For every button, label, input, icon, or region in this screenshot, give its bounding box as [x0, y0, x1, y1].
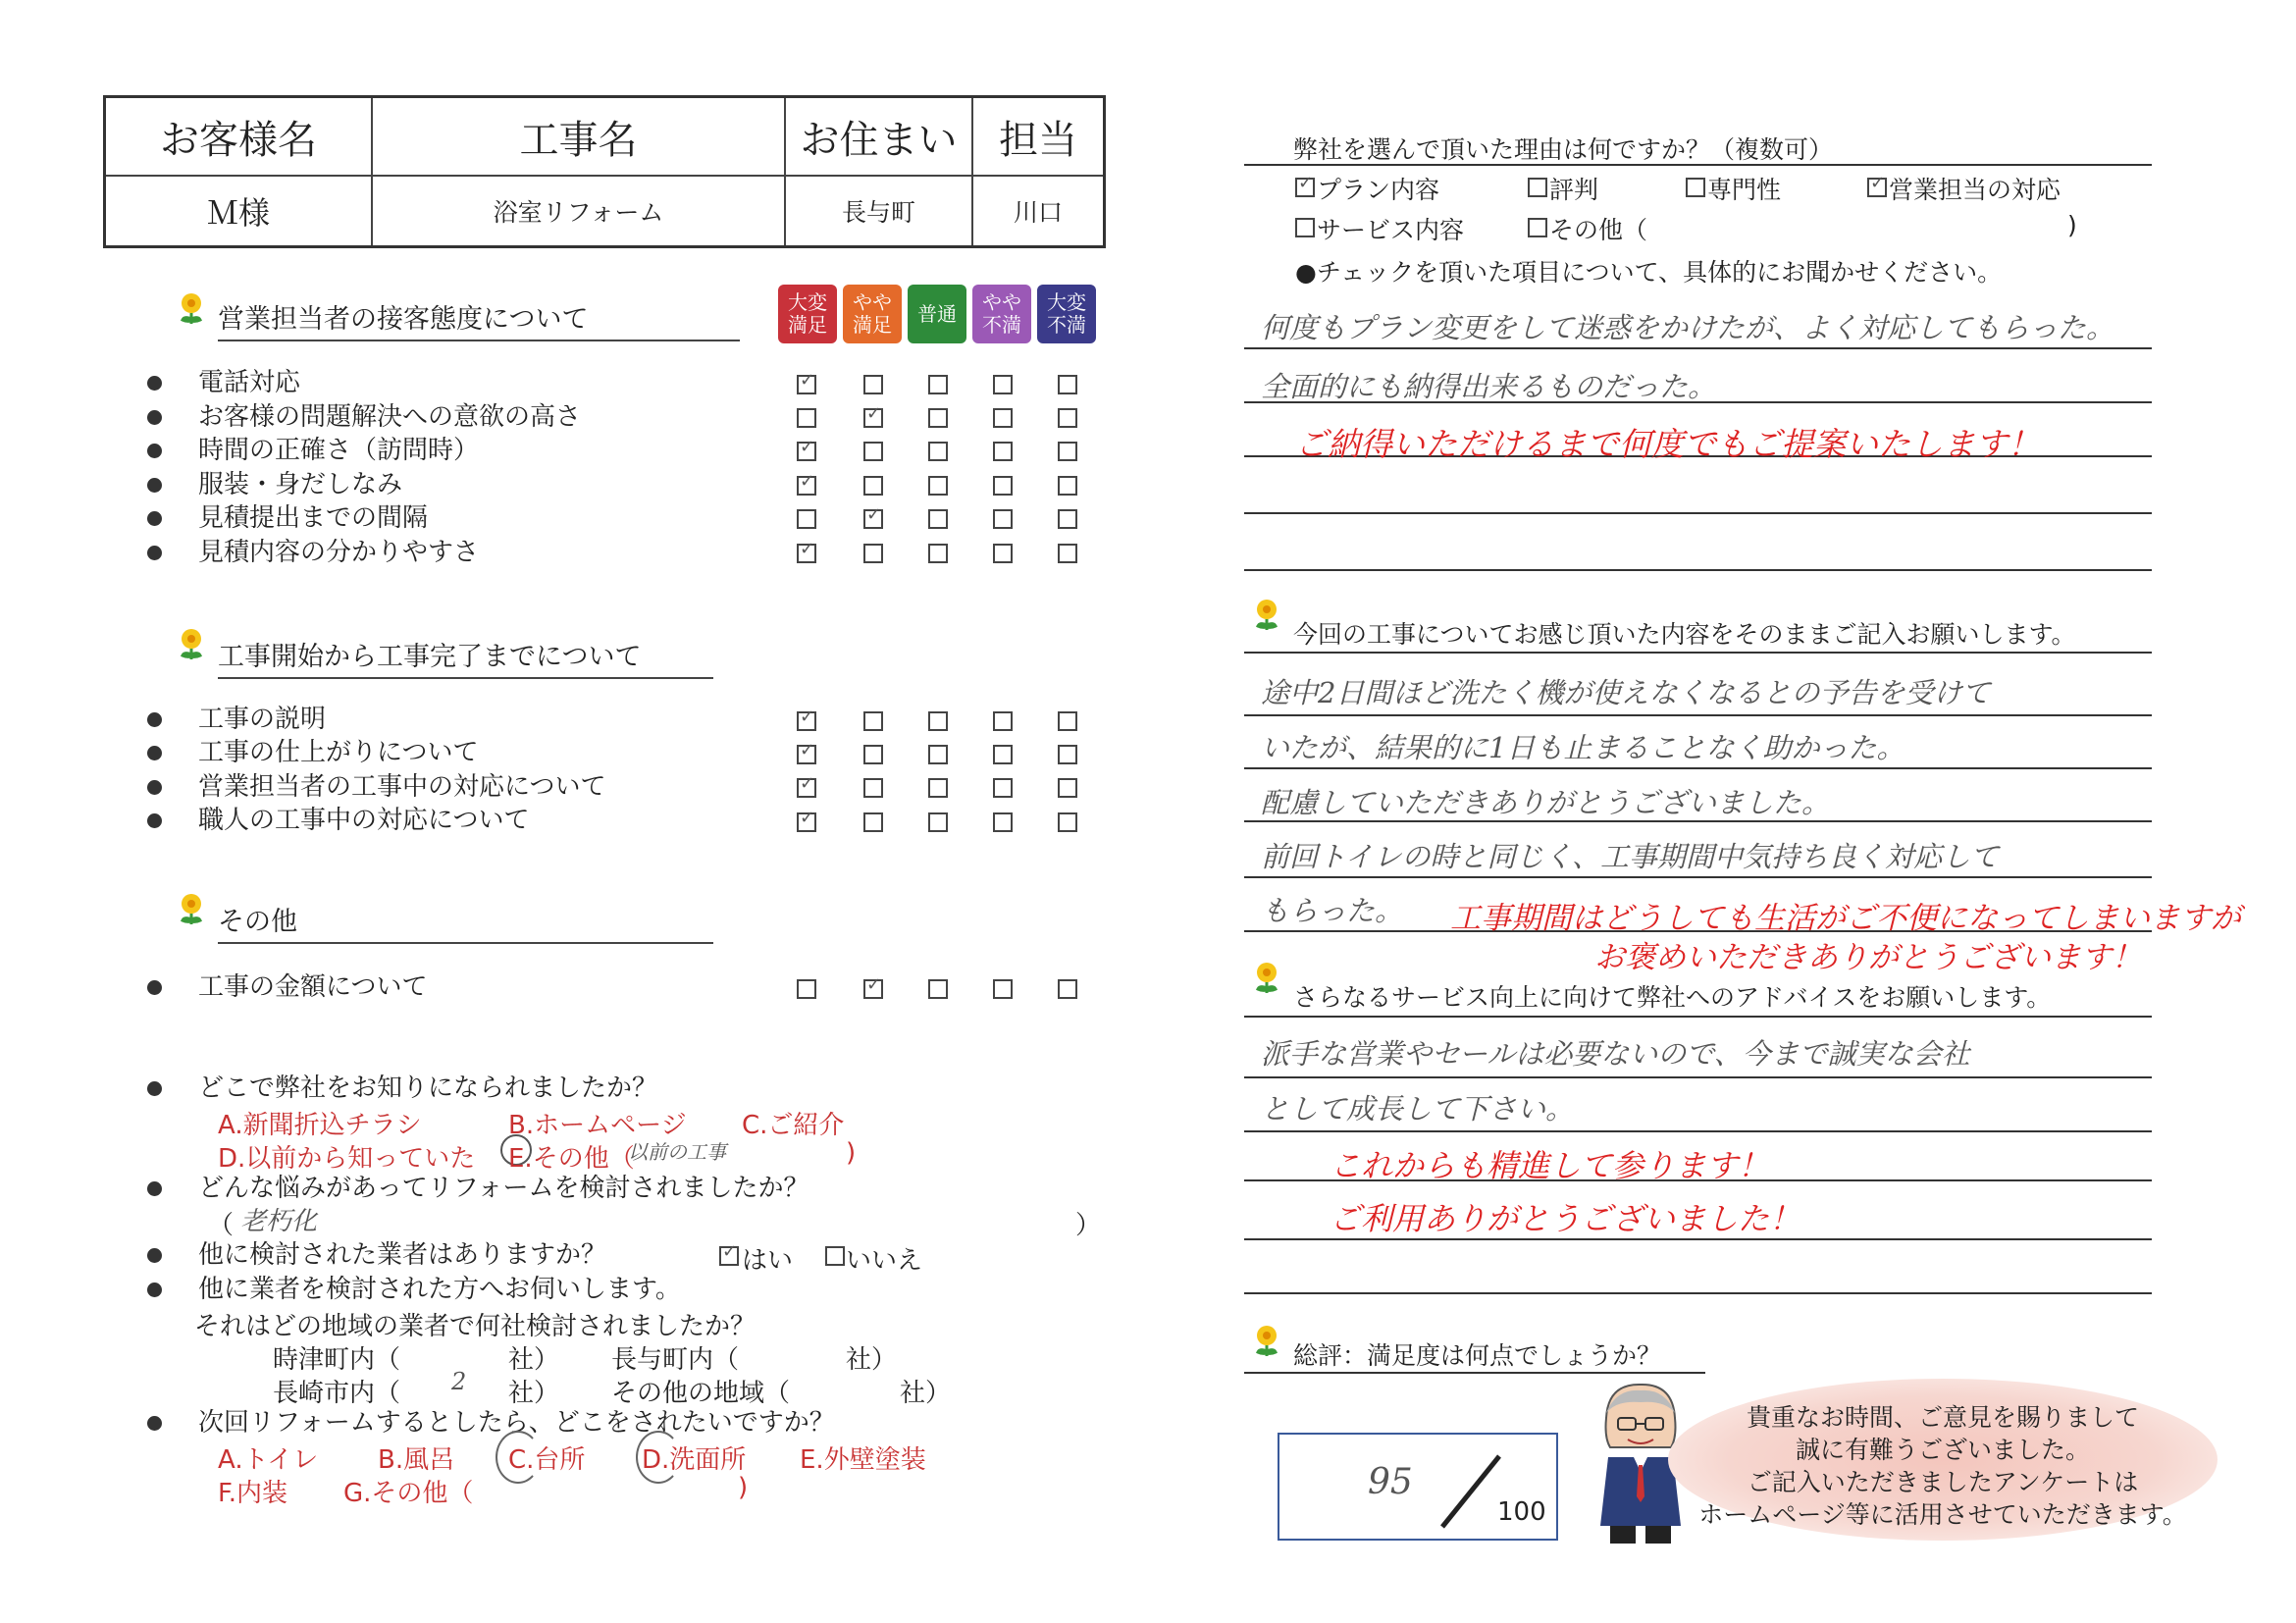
rating-checkbox[interactable]: [1058, 544, 1077, 563]
section2-title: 工事開始から工事完了までについて: [218, 635, 713, 679]
q-other-contractor-2: 他に業者を検討された方へお伺いします。: [147, 1273, 681, 1306]
s2-item: 工事の説明: [147, 703, 326, 736]
rating-checkbox[interactable]: [993, 745, 1013, 764]
rating-checkbox[interactable]: [863, 778, 883, 798]
impression-handwriting-2: いたが、結果的に1日も止まることなく助かった。: [1261, 731, 1905, 764]
rating-checkbox[interactable]: [993, 442, 1013, 461]
rating-checkbox[interactable]: [928, 408, 948, 428]
know-close: ): [846, 1138, 857, 1168]
reason-service-label: サービス内容: [1317, 216, 1465, 244]
rating-checkbox[interactable]: [993, 375, 1013, 394]
rating-checkbox[interactable]: [993, 979, 1013, 999]
flower-icon: [1252, 962, 1281, 995]
rating-checkbox[interactable]: [797, 408, 816, 428]
know-opt-b: B.ホームページ: [508, 1111, 687, 1140]
rating-checkbox[interactable]: [993, 509, 1013, 529]
rating-very-satisfied: 大変 満足: [778, 285, 837, 343]
section3-title: その他: [218, 900, 713, 944]
advice-handwriting-2: として成長して下さい。: [1261, 1092, 1575, 1126]
other-yes-label: はい: [742, 1246, 794, 1276]
impression-reply-2: お褒めいただきありがとうございます！: [1594, 940, 2142, 975]
other-no-checkbox[interactable]: [825, 1246, 845, 1266]
rating-checkbox[interactable]: [993, 711, 1013, 731]
s2-item: 職人の工事中の対応について: [147, 804, 529, 837]
rating-checkbox[interactable]: [863, 408, 883, 428]
rating-checkbox[interactable]: [797, 375, 816, 394]
region-other: その他の地域（: [611, 1379, 791, 1408]
staff-value: 川口: [972, 176, 1105, 247]
reason-other-label: その他（: [1549, 216, 1648, 244]
s1-item: 服装・身だしなみ: [147, 468, 402, 501]
rating-checkbox[interactable]: [797, 812, 816, 832]
reason-service-checkbox[interactable]: [1295, 218, 1315, 237]
rating-checkbox[interactable]: [797, 509, 816, 529]
rating-checkbox[interactable]: [1058, 812, 1077, 832]
next-opt-f: F.内装: [218, 1479, 288, 1508]
rating-checkbox[interactable]: [928, 778, 948, 798]
score-box: [1278, 1433, 1558, 1541]
rating-checkbox[interactable]: [993, 812, 1013, 832]
q-impression: 今回の工事についてお感じ頂いた内容をそのままご記入お願いします。: [1293, 620, 2076, 649]
rating-checkbox[interactable]: [797, 442, 816, 461]
s1-item: お客様の問題解決への意欲の高さ: [147, 400, 581, 434]
advice-handwriting-1: 派手な営業やセールは必要ないので、今まで誠実な会社: [1261, 1037, 1970, 1071]
region-nagasaki-count: 社）: [508, 1379, 560, 1408]
q-score: 総評：満足度は何点でしょうか？: [1293, 1341, 1662, 1370]
rating-checkbox[interactable]: [797, 544, 816, 563]
worry-paren-open: （: [208, 1211, 235, 1240]
know-opt-c: C.ご紹介: [742, 1111, 845, 1140]
thanks-line-2: 誠に有難うございました。: [1795, 1436, 2090, 1464]
s1-item: 見積提出までの間隔: [147, 501, 428, 535]
reason-sales-label: 営業担当の対応: [1889, 176, 2061, 204]
rating-checkbox[interactable]: [1058, 476, 1077, 496]
know-opt-d: D.以前から知っていた: [218, 1144, 476, 1174]
header-staff-label: 担当: [972, 97, 1105, 177]
reason-reputation-label: 評判: [1549, 176, 1599, 204]
region-togitsu: 時津町内（: [273, 1345, 401, 1375]
impression-handwriting-3: 配慮していただきありがとうございました。: [1261, 786, 1831, 819]
s1-item: 時間の正確さ（訪問時）: [147, 434, 479, 467]
rating-checkbox[interactable]: [797, 979, 816, 999]
rating-checkbox[interactable]: [1058, 778, 1077, 798]
impression-handwriting-4: 前回トイレの時と同じく、工事期間中気持ち良く対応して: [1261, 840, 1999, 873]
q-know: どこで弊社をお知りになられましたか？: [147, 1072, 657, 1105]
rating-checkbox[interactable]: [863, 812, 883, 832]
region-other-count: 社）: [900, 1379, 952, 1408]
rating-checkbox[interactable]: [1058, 979, 1077, 999]
q-reason: 弊社を選んで頂いた理由は何ですか？（複数可）: [1293, 135, 1834, 164]
impression-reply-1: 工事期間はどうしても生活がご不便になってしまいますが: [1450, 901, 2241, 936]
rating-checkbox[interactable]: [928, 711, 948, 731]
flower-icon: [1252, 599, 1281, 632]
rating-checkbox[interactable]: [928, 509, 948, 529]
rating-checkbox[interactable]: [993, 408, 1013, 428]
q-next-reform: 次回リフォームするとしたら、どこをされたいですか？: [147, 1406, 835, 1440]
next-opt-a: A.トイレ: [218, 1445, 319, 1475]
rating-checkbox[interactable]: [863, 979, 883, 999]
know-opt-e: E.その他（: [508, 1144, 635, 1174]
thanks-line-3: ご記入いただきましたアンケートは: [1747, 1468, 2139, 1496]
q-other-contractor-3: それはどの地域の業者で何社検討されましたか？: [194, 1312, 757, 1341]
rating-checkbox[interactable]: [993, 544, 1013, 563]
s3-item: 工事の金額について: [147, 970, 427, 1004]
next-opt-e: E.外壁塗装: [800, 1445, 926, 1475]
rating-checkbox[interactable]: [1058, 442, 1077, 461]
s2-item: 工事の仕上がりについて: [147, 736, 478, 769]
next-opt-b: B.風呂: [378, 1445, 455, 1475]
s2-item: 営業担当者の工事中の対応について: [147, 770, 605, 804]
worry-paren-close: ）: [1075, 1211, 1102, 1240]
address-value: 長与町: [785, 176, 972, 247]
q-advice: さらなるサービス向上に向けて弊社へのアドバイスをお願いします。: [1293, 983, 2052, 1012]
thanks-line-1: 貴重なお時間、ご意見を賜りまして: [1746, 1403, 2139, 1432]
other-yes-checkbox[interactable]: [719, 1246, 739, 1266]
reason-reputation-checkbox[interactable]: [1528, 178, 1547, 197]
header-work-label: 工事名: [372, 97, 785, 177]
reason-plan-checkbox[interactable]: [1295, 178, 1315, 197]
header-address-label: お住まい: [785, 97, 972, 177]
rating-checkbox[interactable]: [797, 476, 816, 496]
advice-reply-2: ご利用ありがとうございました！: [1330, 1200, 1801, 1237]
reason-plan-label: プラン内容: [1317, 176, 1440, 204]
rating-very-dissatisfied: 大変 不満: [1037, 285, 1096, 343]
customer-info-table: [103, 95, 1106, 248]
q-detail: ●チェックを頂いた項目について、具体的にお聞かせください。: [1295, 258, 2003, 287]
thanks-text: [1668, 1401, 2218, 1531]
rating-checkbox[interactable]: [1058, 745, 1077, 764]
rating-checkbox[interactable]: [863, 442, 883, 461]
flower-icon: [1252, 1325, 1281, 1358]
rating-satisfied: やや 満足: [843, 285, 902, 343]
region-togitsu-count: 社）: [508, 1345, 560, 1375]
rating-checkbox[interactable]: [863, 375, 883, 394]
rating-checkbox[interactable]: [993, 476, 1013, 496]
rating-neutral: 普通: [908, 285, 966, 343]
detail-handwriting-2: 全面的にも納得出来るものだった。: [1261, 370, 1717, 403]
reason-expertise-checkbox[interactable]: [1686, 178, 1705, 197]
reason-other-checkbox[interactable]: [1528, 218, 1547, 237]
rating-checkbox[interactable]: [993, 778, 1013, 798]
thanks-line-4: ホームページ等に活用させていただきます。: [1698, 1500, 2187, 1529]
q-worry: どんな悩みがあってリフォームを検討されましたか？: [147, 1172, 809, 1205]
know-opt-a: A.新聞折込チラシ: [218, 1111, 422, 1140]
rating-checkbox[interactable]: [863, 509, 883, 529]
rating-checkbox[interactable]: [928, 375, 948, 394]
region-nagayo: 長与町内（: [611, 1345, 740, 1375]
rating-checkbox[interactable]: [1058, 375, 1077, 394]
rating-checkbox[interactable]: [797, 745, 816, 764]
impression-handwriting-1: 途中2日間ほど洗たく機が使えなくなるとの予告を受けて: [1261, 676, 1991, 709]
customer-name: Ｍ様: [105, 176, 373, 247]
rating-checkbox[interactable]: [863, 711, 883, 731]
advice-reply-1: これからも精進して参ります！: [1330, 1147, 1770, 1184]
worry-handwriting: 老朽化: [240, 1207, 318, 1236]
detail-reply: ご納得いただけるまで何度でもご提案いたします！: [1295, 425, 2040, 463]
next-opt-d: D.洗面所: [642, 1445, 747, 1475]
rating-checkbox[interactable]: [1058, 509, 1077, 529]
rating-checkbox[interactable]: [928, 979, 948, 999]
rating-checkbox[interactable]: [1058, 408, 1077, 428]
work-name: 浴室リフォーム: [372, 176, 785, 247]
detail-handwriting-1: 何度もプラン変更をして迷惑をかけたが、よく対応してもらった。: [1261, 311, 2115, 344]
score-slash-icon: [1436, 1452, 1505, 1531]
rating-checkbox[interactable]: [797, 778, 816, 798]
flower-icon: [177, 893, 206, 926]
rating-checkbox[interactable]: [928, 544, 948, 563]
rating-checkbox[interactable]: [928, 442, 948, 461]
next-circle-mark-c: [496, 1431, 541, 1484]
reason-expertise-label: 専門性: [1707, 176, 1782, 204]
rating-checkbox[interactable]: [863, 745, 883, 764]
rating-checkbox[interactable]: [863, 476, 883, 496]
rating-checkbox[interactable]: [1058, 711, 1077, 731]
rating-dissatisfied: やや 不満: [972, 285, 1031, 343]
score-value: 95: [1368, 1462, 1413, 1502]
rating-checkbox[interactable]: [928, 812, 948, 832]
q-other-contractor: 他に検討された業者はありますか？: [147, 1238, 606, 1272]
know-other-handwriting: 以前の工事: [628, 1140, 726, 1164]
region-nagasaki-handwriting: 2: [451, 1368, 467, 1395]
flower-icon: [177, 628, 206, 661]
rating-checkbox[interactable]: [928, 476, 948, 496]
s1-item: 電話対応: [147, 366, 300, 399]
section1-title: 営業担当者の接客態度について: [218, 297, 740, 341]
next-opt-g: G.その他（: [343, 1479, 474, 1508]
score-max: 100: [1497, 1497, 1546, 1527]
reason-sales-checkbox[interactable]: [1867, 178, 1887, 197]
header-customer-label: お客様名: [105, 97, 373, 177]
next-opt-c: C.台所: [508, 1445, 586, 1475]
flower-icon: [177, 292, 206, 326]
rating-checkbox[interactable]: [928, 745, 948, 764]
s1-item: 見積内容の分かりやすさ: [147, 536, 479, 569]
next-close: ): [738, 1473, 749, 1502]
rating-checkbox[interactable]: [863, 544, 883, 563]
other-no-label: いいえ: [846, 1246, 923, 1276]
region-nagasaki: 長崎市内（: [273, 1379, 401, 1408]
next-circle-mark-d: [636, 1431, 681, 1484]
region-nagayo-count: 社）: [846, 1345, 898, 1375]
impression-handwriting-5: もらった。: [1261, 894, 1404, 927]
reason-other-close: ): [2067, 211, 2077, 239]
rating-checkbox[interactable]: [797, 711, 816, 731]
